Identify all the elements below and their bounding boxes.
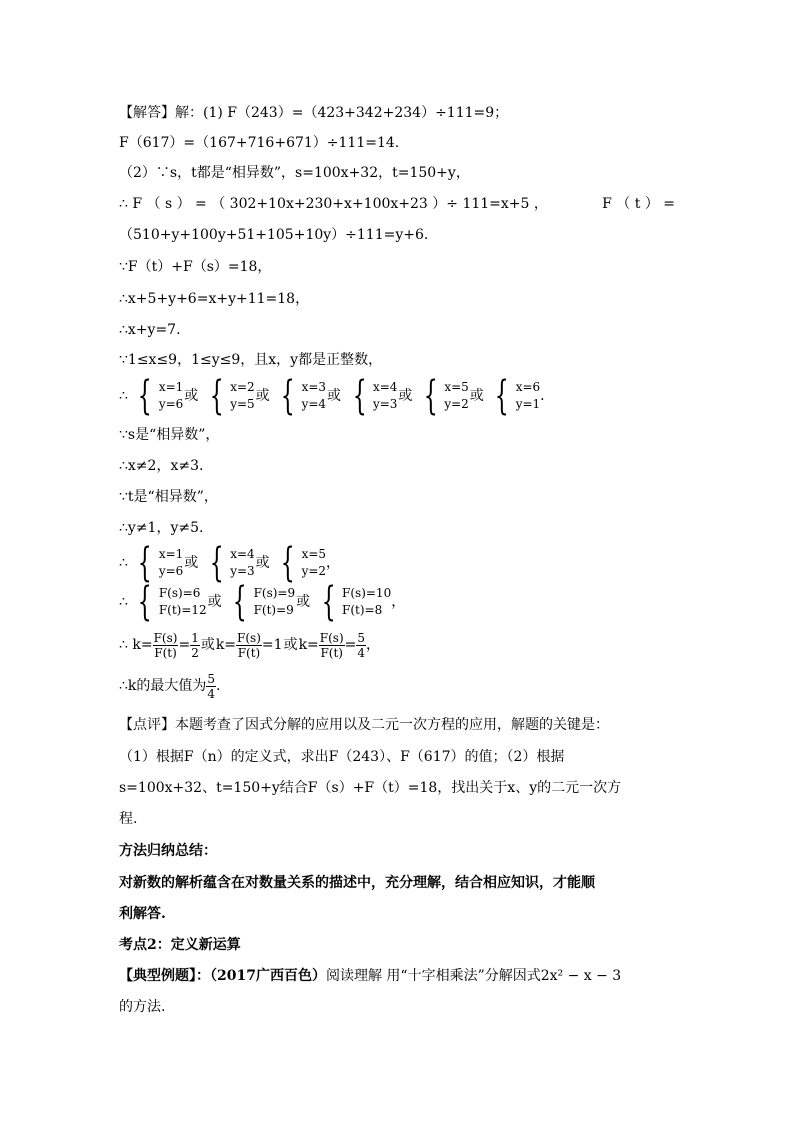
- solution-systems-1: ∴ { x=1 y=6 或 { x=2 y=5 或 { x=3 y=4 或 { x=4 y=3 或 { x=5 y=2 或 { x=6 y=1 .: [119, 373, 545, 419]
- equation-system: { x=1 y=6: [138, 540, 184, 586]
- therefore-symbol: ∴: [119, 388, 128, 404]
- method-summary-line-1: 对新数的解析蕴含在对数量关系的描述中，充分理解，结合相应知识，才能顺: [119, 875, 595, 891]
- equation-system: { x=4 y=3: [209, 540, 255, 586]
- method-summary-heading: 方法归纳总结：: [119, 843, 217, 859]
- solution-line-1: 【解答】解：(1) F（243）=（423+342+234）÷111=9；: [119, 105, 509, 121]
- solution-k-values: ∴ k= $\frac{F(s)}{F(t)}$ = $\frac{1}{2}$ 或k= $\frac{F(s)}{F(t)}$ =1或k= $\frac{F(s)}{F(t)}$ = $\frac{5}{4}$ ，: [119, 630, 381, 660]
- comment-line-2: （1）根据F（n）的定义式，求出F（243）、F（617）的值；（2）根据: [119, 749, 565, 765]
- equation-system: { F(s)=9 F(t)=9: [232, 579, 296, 625]
- equation-system: { x=4 y=3: [352, 373, 398, 419]
- method-summary-line-2: 利解答.: [119, 906, 166, 922]
- f-s-expression: ∴ F （ s ） = （ 302+10x+230+x+100x+23 ）÷ 111=x+5 ，: [119, 196, 548, 212]
- solution-line-12: ∴x≠2，x≠3.: [119, 458, 204, 474]
- example-label: 【典型例题】：（2017广西百色）: [119, 968, 326, 984]
- equation-system: { F(s)=6 F(t)=12: [138, 579, 207, 625]
- fraction: $\frac{F(s)}{F(t)}$: [237, 630, 261, 660]
- solution-line-4: [119, 194, 675, 214]
- fraction: $\frac{F(s)}{F(t)}$: [319, 630, 344, 660]
- solution-k-max: ∴k的最大值为 $\frac{5}{4}$ .: [119, 671, 221, 701]
- solution-line-14: ∴y≠1，y≠5.: [119, 520, 204, 536]
- equation-system: { x=5 y=2: [423, 373, 469, 419]
- section-heading: 考点2：定义新运算: [119, 937, 241, 953]
- solution-line-9: ∵1≤x≤9，1≤y≤9，且x，y都是正整数，: [119, 352, 383, 368]
- solution-systems-3: ∴ { F(s)=6 F(t)=12 或 { F(s)=9 F(t)=9 或 { F(s)=10 F(t)=8 ，: [119, 579, 406, 625]
- equation-system: { x=1 y=6: [138, 373, 184, 419]
- f-t-expression-start: F （ t ） =: [602, 196, 675, 212]
- equation-system: { F(s)=10 F(t)=8: [321, 579, 392, 625]
- example-line-2: 的方法.: [119, 999, 166, 1015]
- comment-line-1: 【点评】本题考查了因式分解的应用以及二元一次方程的应用，解题的关键是：: [119, 717, 609, 733]
- fraction: $\frac{5}{4}$: [207, 671, 216, 701]
- fraction: $\frac{5}{4}$: [357, 630, 366, 660]
- comment-line-4: 程.: [119, 811, 138, 827]
- solution-systems-2: ∴ { x=1 y=6 或 { x=4 y=3 或 { x=5 y=2 ，: [119, 540, 341, 586]
- solution-line-8: ∴x+y=7.: [119, 322, 181, 338]
- solution-line-6: ∵F（t）+F（s）=18，: [119, 259, 272, 275]
- example-line-1: [119, 966, 621, 986]
- equation-system: { x=5 y=2: [280, 540, 327, 586]
- fraction: $\frac{F(s)}{F(t)}$: [153, 630, 178, 660]
- solution-line-11: ∵s是“相异数”，: [119, 427, 220, 443]
- equation-system: { x=6 y=1: [494, 373, 541, 419]
- example-text: 阅读理解 用“十字相乘法”分解因式2x² − x − 3: [325, 968, 622, 984]
- solution-line-13: ∵t是“相异数”，: [119, 489, 218, 505]
- solution-line-3: （2）∵s，t都是“相异数”，s=100x+32，t=150+y，: [119, 165, 470, 181]
- equation-system: { x=3 y=4: [280, 373, 327, 419]
- fraction: $\frac{1}{2}$: [191, 630, 199, 660]
- comment-line-3: s=100x+32、t=150+y结合F（s）+F（t）=18，找出关于x、y的二元一次方: [119, 780, 622, 796]
- solution-line-7: ∴x+5+y+6=x+y+11=18，: [119, 291, 310, 307]
- solution-line-2: F（617）=（167+716+671）÷111=14.: [119, 135, 400, 151]
- solution-line-5: （510+y+100y+51+105+10y）÷111=y+6.: [119, 227, 429, 243]
- equation-system: { x=2 y=5: [209, 373, 255, 419]
